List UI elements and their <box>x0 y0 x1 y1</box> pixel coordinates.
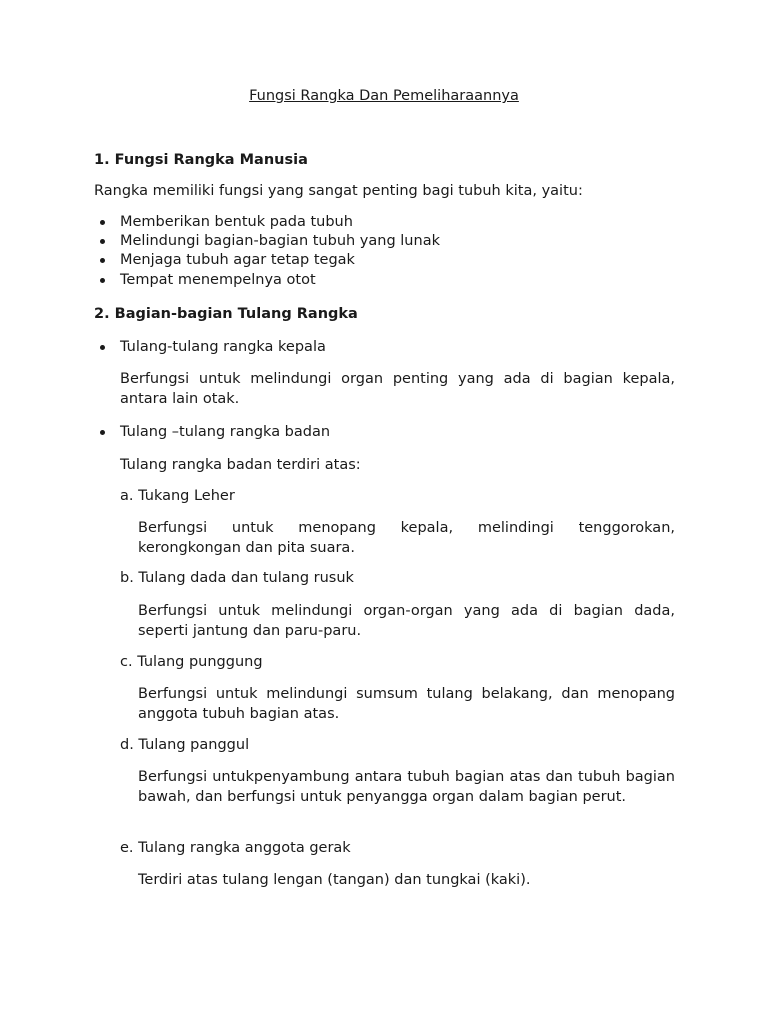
list-item: Memberikan bentuk pada tubuh <box>94 213 440 232</box>
list-item: Melindungi bagian-bagian tubuh yang lunak <box>94 232 440 251</box>
bullet-icon <box>100 239 105 244</box>
bullet-icon <box>100 278 105 283</box>
subitem-d-desc: Berfungsi untukpenyambung antara tubuh bagian atas dan tubuh bagian bawah, dan berfungsi untuk penyangga organ dalam bagian perut. <box>138 769 675 805</box>
list-item: Tempat menempelnya otot <box>94 271 440 290</box>
subitem-e-desc: Terdiri atas tulang lengan (tangan) dan tungkai (kaki). <box>138 872 531 888</box>
subitem-a-desc: Berfungsi untuk menopang kepala, melindingi tenggorokan, kerongkongan dan pita suara. <box>138 520 675 556</box>
subitem-c-desc: Berfungsi untuk melindungi sumsum tulang belakang, dan menopang anggota tubuh bagian atas. <box>138 686 675 722</box>
document-title: Fungsi Rangka Dan Pemeliharaannya <box>249 88 519 104</box>
body-bones-intro: Tulang rangka badan terdiri atas: <box>120 457 361 473</box>
function-list <box>94 213 440 290</box>
subitem-a-label: a. Tukang Leher <box>120 488 235 504</box>
bullet-icon <box>100 258 105 263</box>
subitem-d-label: d. Tulang panggul <box>120 737 250 753</box>
skull-bones-desc: Berfungsi untuk melindungi organ penting yang ada di bagian kepala, antara lain otak. <box>120 371 675 407</box>
bullet-skull-bones: Tulang-tulang rangka kepala <box>94 337 326 357</box>
subitem-c-label: c. Tulang punggung <box>120 654 263 670</box>
bullet-icon <box>100 430 105 435</box>
subitem-b-desc: Berfungsi untuk melindungi organ-organ yang ada di bagian dada, seperti jantung dan paru-paru. <box>138 603 675 639</box>
bullet-body-bones: Tulang –tulang rangka badan <box>94 422 330 442</box>
bullet-icon <box>100 345 105 350</box>
bullet-icon <box>100 220 105 225</box>
section-2-heading: 2. Bagian-bagian Tulang Rangka <box>94 306 358 322</box>
list-item: Menjaga tubuh agar tetap tegak <box>94 251 440 270</box>
subitem-b-label: b. Tulang dada dan tulang rusuk <box>120 570 354 586</box>
section-1-intro: Rangka memiliki fungsi yang sangat penting bagi tubuh kita, yaitu: <box>94 183 583 199</box>
subitem-e-label: e. Tulang rangka anggota gerak <box>120 840 351 856</box>
section-1-heading: 1. Fungsi Rangka Manusia <box>94 152 308 168</box>
